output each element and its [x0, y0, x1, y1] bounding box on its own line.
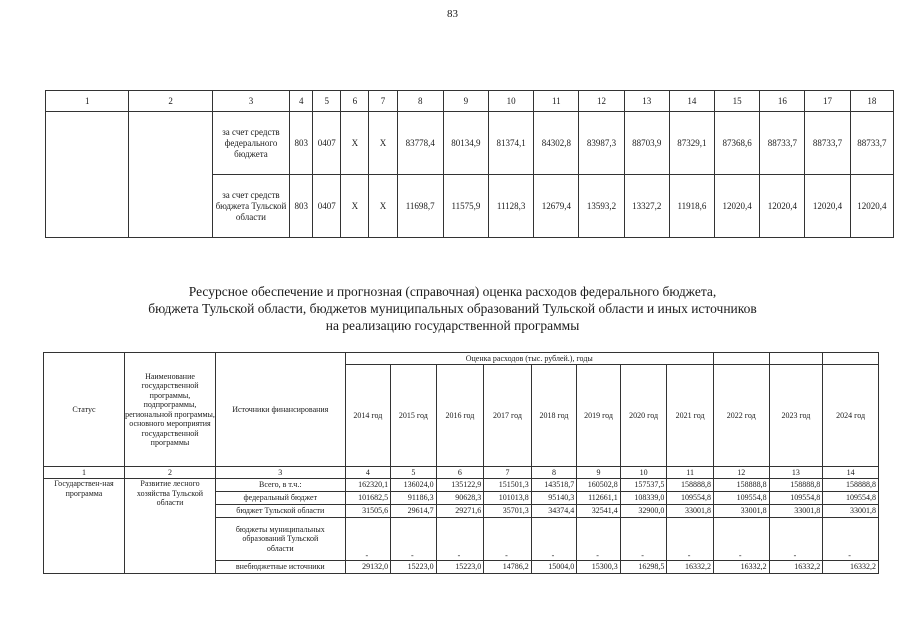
- source-header: Источники финансирования: [216, 353, 346, 467]
- column-number: 6: [341, 91, 369, 112]
- year-header: 2020 год: [620, 365, 667, 467]
- year-header: 2017 год: [484, 365, 532, 467]
- column-number: 10: [489, 91, 534, 112]
- column-number: 16: [760, 91, 805, 112]
- value-cell: 33001,8: [713, 505, 769, 518]
- column-number: 8: [397, 91, 443, 112]
- value-cell: 12020,4: [850, 175, 893, 238]
- status-header: Статус: [44, 353, 125, 467]
- column-number: 12: [713, 467, 769, 479]
- column-number: 2: [129, 91, 212, 112]
- x-cell: Х: [341, 175, 369, 238]
- value-cell: 109554,8: [769, 492, 823, 505]
- empty-cell: [129, 112, 212, 238]
- value-cell: 101013,8: [484, 492, 532, 505]
- value-cell: 136024,0: [391, 479, 437, 492]
- value-cell: 15223,0: [436, 561, 484, 574]
- value-cell: 109554,8: [713, 492, 769, 505]
- value-cell: 15300,3: [577, 561, 621, 574]
- title-line: на реализацию государственной программы: [325, 318, 580, 333]
- value-cell: 90628,3: [436, 492, 484, 505]
- value-cell: 11918,6: [669, 175, 714, 238]
- value-cell: 157537,5: [620, 479, 667, 492]
- value-cell: 160502,8: [577, 479, 621, 492]
- value-cell: 135122,9: [436, 479, 484, 492]
- expense-group-header: Оценка расходов (тыс. рублей.), годы: [345, 353, 713, 365]
- column-number: 8: [531, 467, 577, 479]
- year-header: 2024 год: [823, 365, 879, 467]
- code-cell: 803: [290, 112, 313, 175]
- program-name-cell: Развитие лесного хозяйства Тульской области: [124, 479, 215, 574]
- code-cell: 803: [290, 175, 313, 238]
- year-header: 2014 год: [345, 365, 391, 467]
- value-cell: 112661,1: [577, 492, 621, 505]
- source-cell: за счет средств бюджета Тульской области: [212, 175, 289, 238]
- column-number: 3: [212, 91, 289, 112]
- column-number: 18: [850, 91, 893, 112]
- year-header: 2016 год: [436, 365, 484, 467]
- value-cell: 87329,1: [669, 112, 714, 175]
- value-cell: 11128,3: [489, 175, 534, 238]
- empty-cell: [46, 112, 129, 238]
- column-number: 14: [823, 467, 879, 479]
- column-number: 11: [667, 467, 714, 479]
- value-cell: 83778,4: [397, 112, 443, 175]
- value-cell: 88703,9: [624, 112, 669, 175]
- value-cell: 15223,0: [391, 561, 437, 574]
- value-cell: 12020,4: [715, 175, 760, 238]
- value-cell: -: [769, 518, 823, 561]
- value-cell: 162320,1: [345, 479, 391, 492]
- value-cell: -: [823, 518, 879, 561]
- page-number: 83: [447, 8, 458, 20]
- value-cell: 12679,4: [534, 175, 579, 238]
- funding-source-cell: бюджеты муниципальных образований Тульской области: [216, 518, 346, 561]
- column-number: 3: [216, 467, 346, 479]
- column-number: 13: [624, 91, 669, 112]
- value-cell: -: [620, 518, 667, 561]
- funding-source-cell: Всего, в т.ч.:: [216, 479, 346, 492]
- value-cell: -: [391, 518, 437, 561]
- value-cell: -: [484, 518, 532, 561]
- value-cell: 101682,5: [345, 492, 391, 505]
- value-cell: 109554,8: [823, 492, 879, 505]
- value-cell: 158888,8: [769, 479, 823, 492]
- code-cell: 0407: [313, 175, 341, 238]
- value-cell: 91186,3: [391, 492, 437, 505]
- column-number: 1: [44, 467, 125, 479]
- source-cell: за счет средств федерального бюджета: [212, 112, 289, 175]
- value-cell: 143518,7: [531, 479, 577, 492]
- value-cell: 15004,0: [531, 561, 577, 574]
- empty-cell: [713, 353, 769, 365]
- value-cell: 95140,3: [531, 492, 577, 505]
- value-cell: 16332,2: [713, 561, 769, 574]
- value-cell: 14786,2: [484, 561, 532, 574]
- x-cell: Х: [369, 175, 397, 238]
- value-cell: 32900,0: [620, 505, 667, 518]
- value-cell: 11698,7: [397, 175, 443, 238]
- value-cell: 29271,6: [436, 505, 484, 518]
- value-cell: 88733,7: [805, 112, 850, 175]
- x-cell: Х: [369, 112, 397, 175]
- empty-cell: [769, 353, 823, 365]
- year-header: 2021 год: [667, 365, 714, 467]
- value-cell: 84302,8: [534, 112, 579, 175]
- value-cell: -: [667, 518, 714, 561]
- value-cell: 16332,2: [667, 561, 714, 574]
- value-cell: 13327,2: [624, 175, 669, 238]
- value-cell: 35701,3: [484, 505, 532, 518]
- value-cell: 83987,3: [579, 112, 624, 175]
- code-cell: 0407: [313, 112, 341, 175]
- column-number: 9: [577, 467, 621, 479]
- table-row: [46, 112, 894, 175]
- value-cell: -: [577, 518, 621, 561]
- year-header: 2018 год: [531, 365, 577, 467]
- value-cell: 33001,8: [667, 505, 714, 518]
- value-cell: 158888,8: [667, 479, 714, 492]
- column-number: 7: [369, 91, 397, 112]
- value-cell: -: [531, 518, 577, 561]
- column-number: 6: [436, 467, 484, 479]
- value-cell: 11575,9: [443, 175, 488, 238]
- value-cell: 158888,8: [823, 479, 879, 492]
- value-cell: 108339,0: [620, 492, 667, 505]
- funding-source-cell: внебюджетные источники: [216, 561, 346, 574]
- value-cell: 16332,2: [823, 561, 879, 574]
- value-cell: 88733,7: [850, 112, 893, 175]
- column-number: 5: [391, 467, 437, 479]
- value-cell: 16332,2: [769, 561, 823, 574]
- column-number: 10: [620, 467, 667, 479]
- column-number: 15: [715, 91, 760, 112]
- value-cell: 87368,6: [715, 112, 760, 175]
- value-cell: 31505,6: [345, 505, 391, 518]
- column-number: 17: [805, 91, 850, 112]
- value-cell: 80134,9: [443, 112, 488, 175]
- title-line: Ресурсное обеспечение и прогнозная (справочная) оценка расходов федерального бюджета,: [188, 284, 717, 299]
- value-cell: 32541,4: [577, 505, 621, 518]
- empty-cell: [823, 353, 879, 365]
- title-line: бюджета Тульской области, бюджетов муниципальных образований Тульской области и иных источников: [148, 301, 757, 316]
- column-number: 1: [46, 91, 129, 112]
- funding-source-cell: бюджет Тульской области: [216, 505, 346, 518]
- value-cell: 34374,4: [531, 505, 577, 518]
- value-cell: 158888,8: [713, 479, 769, 492]
- value-cell: 13593,2: [579, 175, 624, 238]
- x-cell: Х: [341, 112, 369, 175]
- value-cell: 88733,7: [760, 112, 805, 175]
- value-cell: 151501,3: [484, 479, 532, 492]
- column-number: 2: [124, 467, 215, 479]
- year-header: 2023 год: [769, 365, 823, 467]
- value-cell: 12020,4: [760, 175, 805, 238]
- year-header: 2022 год: [713, 365, 769, 467]
- value-cell: -: [436, 518, 484, 561]
- section-title: [0, 283, 905, 334]
- table-header-row: [46, 91, 894, 112]
- value-cell: -: [345, 518, 391, 561]
- value-cell: 33001,8: [823, 505, 879, 518]
- column-number: 14: [669, 91, 714, 112]
- column-number: 4: [290, 91, 313, 112]
- value-cell: 109554,8: [667, 492, 714, 505]
- column-number: 4: [345, 467, 391, 479]
- name-header: Наименование государственной программы, подпрограммы, региональной программы, основного мероприятия государственной программы: [124, 353, 215, 467]
- value-cell: 81374,1: [489, 112, 534, 175]
- column-number: 11: [534, 91, 579, 112]
- value-cell: 29132,0: [345, 561, 391, 574]
- continuation-table: [45, 90, 894, 238]
- column-number: 12: [579, 91, 624, 112]
- value-cell: -: [713, 518, 769, 561]
- year-header: 2015 год: [391, 365, 437, 467]
- column-number: 9: [443, 91, 488, 112]
- value-cell: 12020,4: [805, 175, 850, 238]
- year-header: 2019 год: [577, 365, 621, 467]
- funding-source-cell: федеральный бюджет: [216, 492, 346, 505]
- status-cell: Государствен-ная программа: [44, 479, 125, 574]
- value-cell: 33001,8: [769, 505, 823, 518]
- column-number: 13: [769, 467, 823, 479]
- value-cell: 16298,5: [620, 561, 667, 574]
- column-number: 7: [484, 467, 532, 479]
- resource-table: [43, 352, 879, 574]
- value-cell: 29614,7: [391, 505, 437, 518]
- column-number: 5: [313, 91, 341, 112]
